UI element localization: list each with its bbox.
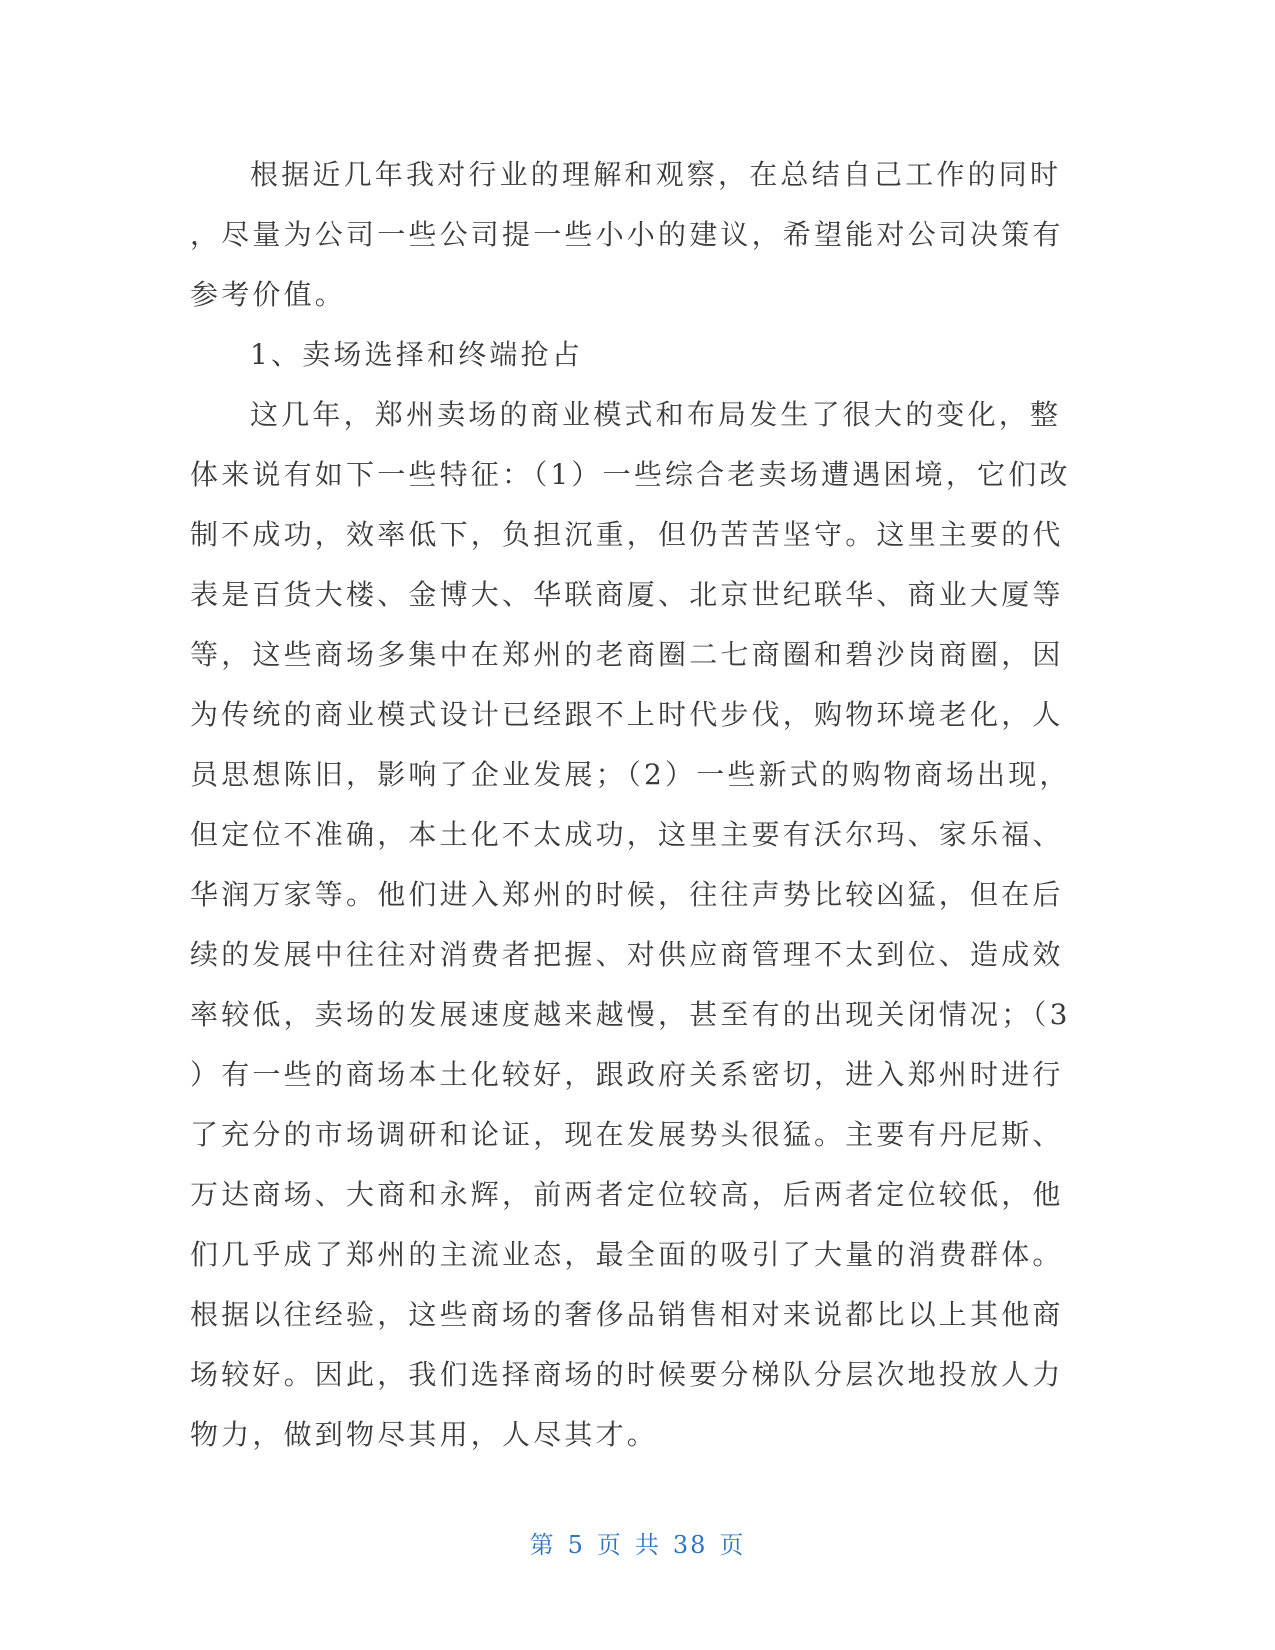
section-heading: 1、卖场选择和终端抢占 — [250, 338, 584, 371]
text-line: 场较好。因此，我们选择商场的时候要分梯队分层次地投放人力 — [190, 1358, 1064, 1391]
text-line: 万达商场、大商和永辉，前两者定位较高，后两者定位较低，他 — [190, 1178, 1064, 1211]
text-line: 员思想陈旧，影响了企业发展；（2）一些新式的购物商场出现， — [190, 758, 1071, 791]
text-line: ，尽量为公司一些公司提一些小小的建议，希望能对公司决策有 — [190, 218, 1064, 251]
text-line: 参考价值。 — [190, 278, 347, 311]
text-line: 表是百货大楼、金博大、华联商厦、北京世纪联华、商业大厦等 — [190, 578, 1064, 611]
text-line: 但定位不准确，本土化不太成功，这里主要有沃尔玛、家乐福、 — [190, 818, 1064, 851]
footer-prefix: 第 — [529, 1531, 556, 1559]
text-line: 为传统的商业模式设计已经跟不上时代步伐，购物环境老化，人 — [190, 698, 1064, 731]
text-line: 了充分的市场调研和论证，现在发展势头很猛。主要有丹尼斯、 — [190, 1118, 1064, 1151]
text-line: ）有一些的商场本土化较好，跟政府关系密切，进入郑州时进行 — [190, 1058, 1064, 1091]
body-text — [190, 145, 1070, 1465]
text-line: 续的发展中往往对消费者把握、对供应商管理不太到位、造成效 — [190, 938, 1064, 971]
text-line: 们几乎成了郑州的主流业态，最全面的吸引了大量的消费群体。 — [190, 1238, 1064, 1271]
text-line: 等，这些商场多集中在郑州的老商圈二七商圈和碧沙岗商圈，因 — [190, 638, 1064, 671]
text-line: 率较低，卖场的发展速度越来越慢，甚至有的出现关闭情况；（3 — [190, 998, 1071, 1031]
total-page-count: 38 — [672, 1531, 708, 1559]
text-line: 根据以往经验，这些商场的奢侈品销售相对来说都比以上其他商 — [190, 1298, 1064, 1331]
text-line: 物力，做到物尽其用，人尽其才。 — [190, 1418, 659, 1451]
footer-suffix: 页 — [719, 1531, 746, 1559]
page-footer — [0, 1525, 1275, 1560]
text-line: 这几年，郑州卖场的商业模式和布局发生了很大的变化，整 — [250, 398, 1062, 431]
footer-total-word: 共 — [634, 1531, 661, 1559]
text-line: 华润万家等。他们进入郑州的时候，往往声势比较凶猛，但在后 — [190, 878, 1064, 911]
text-line: 根据近几年我对行业的理解和观察，在总结自己工作的同时 — [250, 158, 1062, 191]
text-line: 制不成功，效率低下，负担沉重，但仍苦苦坚守。这里主要的代 — [190, 518, 1064, 551]
footer-page-word: 页 — [596, 1531, 623, 1559]
text-line: 体来说有如下一些特征：（1）一些综合老卖场遭遇困境，它们改 — [190, 458, 1071, 491]
current-page-number: 5 — [567, 1531, 585, 1559]
